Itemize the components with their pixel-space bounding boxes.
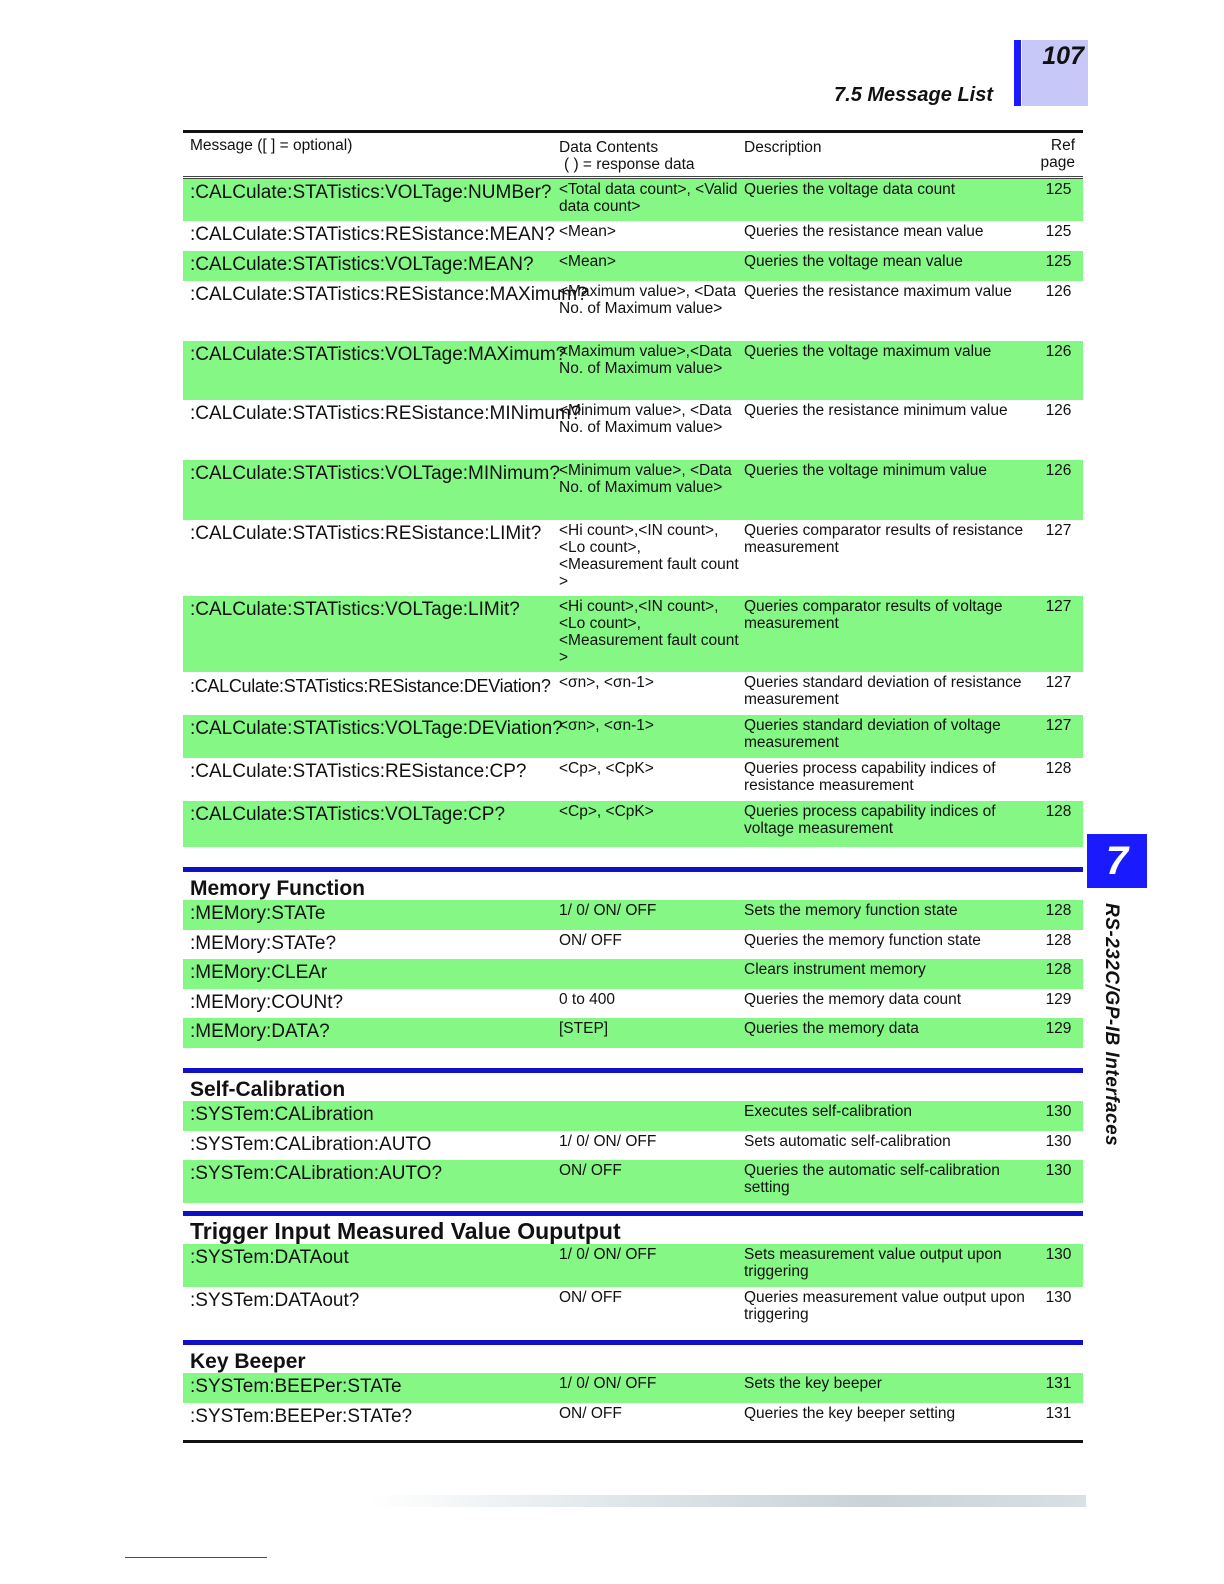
data-cell: ON/ OFF [559,1405,622,1422]
page-cell: 128 [1045,803,1072,820]
message-list-table [183,130,1083,1443]
table-row [183,221,1083,251]
page-cell: 127 [1045,674,1072,691]
page-cell: 129 [1045,991,1072,1008]
section-gap [183,1203,1083,1211]
data-cell [559,959,744,989]
table-row [183,1244,1083,1287]
data-cell: <Total data count>, <Valid data count> [559,181,738,215]
table-row [183,596,1083,672]
data-cell: ON/ OFF [559,1289,622,1306]
footnote-rule [125,1557,267,1558]
header-ref-page [1034,137,1083,176]
page-cell: 131 [1045,1375,1072,1392]
section-gap [183,1048,1083,1068]
description-cell: Queries measurement value output upon triggering [744,1289,1025,1323]
message-cell: :MEMory:STATe [190,903,326,924]
message-cell: :MEMory:STATe? [190,933,337,954]
message-cell: :CALCulate:STATistics:VOLTage:NUMBer? [190,182,552,203]
table-row [183,281,1083,341]
table-row [183,1018,1083,1048]
table-row [183,460,1083,520]
description-cell: Executes self-calibration [744,1103,912,1120]
table-row [183,179,1083,221]
page-cell: 128 [1045,961,1072,978]
chapter-side-label: RS-232C/GP-IB Interfaces [1101,903,1122,1147]
description-cell: Clears instrument memory [744,961,926,978]
header-data-contents [559,137,744,176]
description-cell: Sets the key beeper [744,1375,882,1392]
page-cell: 130 [1045,1133,1072,1150]
data-cell: <σn>, <σn-1> [559,717,654,734]
description-cell: Queries the memory function state [744,932,981,949]
page-cell: 126 [1045,462,1072,479]
page-cell: 126 [1045,402,1072,419]
message-cell: :MEMory:CLEAr [190,962,328,983]
header-data-contents-label: Data Contents [559,139,659,156]
section-gap [183,1330,1083,1340]
table-row [183,1101,1083,1131]
data-cell: [STEP] [559,1020,609,1037]
description-cell: Queries the voltage mean value [744,253,963,270]
description-cell: Queries the automatic self-calibration setting [744,1162,1000,1196]
data-cell: <Maximum value>,<Data No. of Maximum value> [559,343,732,377]
data-cell: 1/ 0/ ON/ OFF [559,902,657,919]
message-cell: :CALCulate:STATistics:VOLTage:MAXimum? [190,344,567,365]
data-cell: ON/ OFF [559,1162,622,1179]
message-cell: :CALCulate:STATistics:RESistance:MAXimum? [190,284,588,305]
section-gap [183,847,1083,867]
data-cell: <Maximum value>, <Data No. of Maximum value> [559,283,737,317]
table-row [183,989,1083,1018]
message-cell: :SYSTem:BEEPer:STATe? [190,1406,413,1427]
page-number: 107 [1042,42,1084,70]
header-ref-page-line2: page [1040,154,1075,171]
table-row [183,520,1083,596]
data-cell: <Minimum value>, <Data No. of Maximum value> [559,462,732,496]
table-row [183,900,1083,930]
data-cell: <Mean> [559,253,616,270]
message-cell: :CALCulate:STATistics:RESistance:DEViation? [190,676,551,696]
table-header [183,133,1083,179]
description-cell: Queries comparator results of voltage measurement [744,598,1003,632]
page-cell: 125 [1045,253,1072,270]
section-title: 7.5 Message List [834,84,993,106]
page-cell: 131 [1045,1405,1072,1422]
message-cell: :CALCulate:STATistics:VOLTage:MINimum? [190,463,560,484]
data-cell: <Cp>, <CpK> [559,803,654,820]
message-cell: :CALCulate:STATistics:VOLTage:CP? [190,804,506,825]
message-cell: :SYSTem:CALibration:AUTO? [190,1163,443,1184]
message-cell: :CALCulate:STATistics:VOLTage:MEAN? [190,254,534,275]
message-cell: :CALCulate:STATistics:RESistance:CP? [190,761,527,782]
page-cell: 128 [1045,760,1072,777]
description-cell: Queries comparator results of resistance measurement [744,522,1024,556]
message-cell: :SYSTem:DATAout? [190,1290,360,1311]
table-row [183,400,1083,460]
data-cell: <Hi count>,<IN count>, <Lo count>, <Measurement fault count > [559,598,739,666]
table-row [183,341,1083,400]
header-description: Description [744,139,822,156]
message-cell: :MEMory:COUNt? [190,992,344,1013]
table-row [183,758,1083,801]
description-cell: Queries the voltage maximum value [744,343,992,360]
page-cell: 127 [1045,522,1072,539]
section-heading-key-beeper: Key Beeper [183,1340,1083,1373]
data-cell: 1/ 0/ ON/ OFF [559,1375,657,1392]
data-cell: 1/ 0/ ON/ OFF [559,1246,657,1263]
description-cell: Queries the resistance maximum value [744,283,1012,300]
message-cell: :CALCulate:STATistics:RESistance:MEAN? [190,224,555,245]
data-cell: <Mean> [559,223,616,240]
message-cell: :CALCulate:STATistics:RESistance:MINimum? [190,403,582,424]
data-cell: 0 to 400 [559,991,616,1008]
table-row [183,251,1083,281]
table-row [183,801,1083,847]
description-cell: Queries process capability indices of resistance measurement [744,760,996,794]
data-cell: <Cp>, <CpK> [559,760,654,777]
page-cell: 127 [1045,717,1072,734]
description-cell: Sets measurement value output upon triggering [744,1246,1002,1280]
description-cell: Queries the resistance mean value [744,223,984,240]
description-cell: Queries standard deviation of resistance measurement [744,674,1022,708]
chapter-tab: 7 [1087,834,1147,888]
page-cell: 125 [1045,223,1072,240]
page-cell: 128 [1045,902,1072,919]
data-cell: 1/ 0/ ON/ OFF [559,1133,657,1150]
description-cell: Queries the resistance minimum value [744,402,1008,419]
page-cell: 127 [1045,598,1072,615]
table-row [183,959,1083,989]
page-cell: 130 [1045,1246,1072,1263]
table-row [183,930,1083,959]
table-row [183,1160,1083,1203]
description-cell: Sets the memory function state [744,902,958,919]
table-row [183,1131,1083,1160]
table-bottom-rule [183,1440,1083,1443]
footer-decorative-strip [370,1495,1086,1507]
section-heading-self-calibration: Self-Calibration [183,1068,1083,1101]
data-cell: <Minimum value>, <Data No. of Maximum value> [559,402,732,436]
message-cell: :SYSTem:CALibration [190,1104,374,1125]
message-cell: :MEMory:DATA? [190,1021,330,1042]
section-heading-trigger-output: Trigger Input Measured Value Ouputput [183,1211,1083,1244]
description-cell: Queries the memory data count [744,991,962,1008]
data-cell: ON/ OFF [559,932,622,949]
header-data-contents-sub: ( ) = response data [564,156,695,173]
message-cell: :SYSTem:BEEPer:STATe [190,1376,402,1397]
page-cell: 128 [1045,932,1072,949]
page-cell: 130 [1045,1103,1072,1120]
data-cell [559,1101,744,1131]
data-cell: <σn>, <σn-1> [559,674,654,691]
description-cell: Queries standard deviation of voltage measurement [744,717,1001,751]
page-cell: 125 [1045,181,1072,198]
message-cell: :CALCulate:STATistics:VOLTage:LIMit? [190,599,520,620]
table-row [183,1287,1083,1330]
table-row [183,672,1083,715]
message-cell: :CALCulate:STATistics:VOLTage:DEViation? [190,718,563,739]
table-row [183,715,1083,758]
page-number-accent-bar [1014,40,1021,106]
page-cell: 126 [1045,343,1072,360]
page-cell: 130 [1045,1289,1072,1306]
description-cell: Queries the memory data [744,1020,919,1037]
table-row [183,1403,1083,1432]
data-cell: <Hi count>,<IN count>, <Lo count>, <Measurement fault count > [559,522,739,590]
header-message: Message ([ ] = optional) [190,137,353,154]
page-cell: 130 [1045,1162,1072,1179]
description-cell: Queries the voltage minimum value [744,462,987,479]
description-cell: Queries process capability indices of voltage measurement [744,803,996,837]
description-cell: Queries the key beeper setting [744,1405,956,1422]
description-cell: Sets automatic self-calibration [744,1133,951,1150]
message-cell: :SYSTem:CALibration:AUTO [190,1134,432,1155]
table-row [183,1373,1083,1403]
description-cell: Queries the voltage data count [744,181,956,198]
message-cell: :SYSTem:DATAout [190,1247,349,1268]
message-cell: :CALCulate:STATistics:RESistance:LIMit? [190,523,542,544]
section-heading-memory: Memory Function [183,867,1083,900]
page-cell: 126 [1045,283,1072,300]
page-cell: 129 [1045,1020,1072,1037]
header-ref-page-line1: Ref [1050,137,1075,154]
